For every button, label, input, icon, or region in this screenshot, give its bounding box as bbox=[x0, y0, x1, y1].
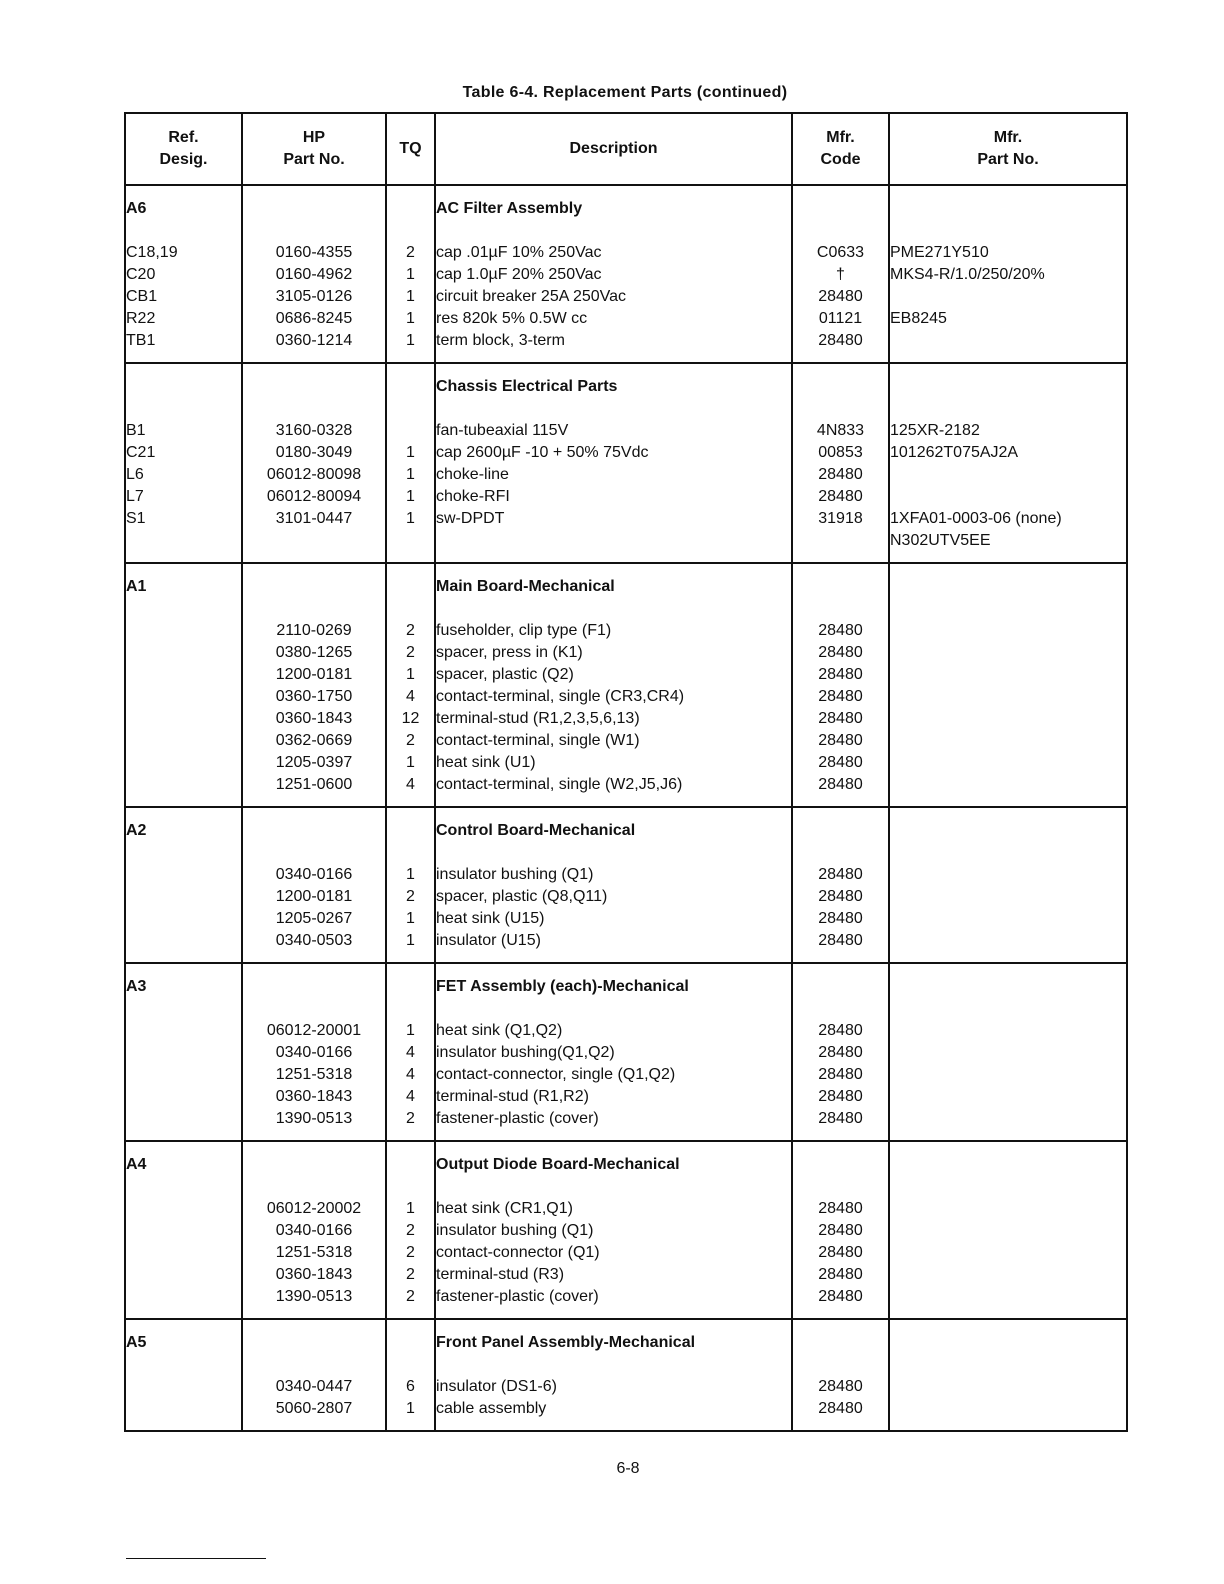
section-title: Main Board-Mechanical bbox=[436, 578, 615, 595]
description-value: circuit breaker 25A 250Vac bbox=[436, 288, 627, 305]
hp-part-no-value: 1251-5318 bbox=[275, 1244, 353, 1261]
description-value: terminal-stud (R1,R2) bbox=[436, 1088, 589, 1105]
description-cell bbox=[435, 185, 792, 363]
mfr-code-value: 28480 bbox=[818, 622, 863, 639]
description-value: spacer, press in (K1) bbox=[436, 644, 583, 661]
mfr-part-no-value: PME271Y510 bbox=[890, 244, 989, 261]
hp-part-no-value: 06012-80094 bbox=[266, 488, 362, 505]
mfr-part-no-value: 125XR-2182 bbox=[890, 422, 980, 439]
table-row bbox=[125, 185, 1127, 363]
mfr-part-no-cell bbox=[889, 363, 1127, 563]
page-number: 6-8 bbox=[616, 1460, 640, 1477]
ref-desig-value bbox=[126, 1020, 241, 1042]
mfr-part-no-value bbox=[890, 1042, 1126, 1064]
mfr-part-no-value: EB8245 bbox=[890, 310, 947, 327]
description-value: choke-RFI bbox=[436, 488, 510, 505]
description-value: fastener-plastic (cover) bbox=[436, 1110, 599, 1127]
section-title: Front Panel Assembly-Mechanical bbox=[436, 1334, 696, 1351]
hp-part-no-cell bbox=[242, 185, 386, 363]
tq-cell bbox=[386, 1319, 435, 1431]
mfr-part-no-value bbox=[890, 1086, 1126, 1108]
mfr-part-no-value bbox=[890, 1264, 1126, 1286]
mfr-part-no-value bbox=[890, 1376, 1126, 1398]
description-value: res 820k 5% 0.5W cc bbox=[436, 310, 588, 327]
table-section bbox=[125, 1141, 1127, 1319]
tq-value: 1 bbox=[406, 754, 415, 771]
tq-value: 2 bbox=[406, 1266, 415, 1283]
mfr-code-value: 28480 bbox=[818, 332, 863, 349]
tq-value: 2 bbox=[406, 1110, 415, 1127]
tq-value: 1 bbox=[406, 1400, 415, 1417]
tq-value: 1 bbox=[406, 266, 415, 283]
hp-part-no-value: 1205-0267 bbox=[275, 910, 353, 927]
description-value: cap 1.0µF 20% 250Vac bbox=[436, 266, 602, 283]
mfr-part-no-value bbox=[890, 730, 1126, 752]
description-cell bbox=[435, 563, 792, 807]
mfr-code-value: 28480 bbox=[818, 776, 863, 793]
header-row bbox=[125, 113, 1127, 185]
mfr-code-value: 28480 bbox=[818, 1244, 863, 1261]
tq-value: 1 bbox=[406, 910, 415, 927]
description-value: contact-terminal, single (W2,J5,J6) bbox=[436, 776, 683, 793]
table-section bbox=[125, 1319, 1127, 1431]
description-value: contact-terminal, single (W1) bbox=[436, 732, 640, 749]
ref-desig-value bbox=[126, 930, 241, 952]
mfr-part-no-value bbox=[890, 1064, 1126, 1086]
ref-desig-cell bbox=[125, 185, 242, 363]
mfr-code-value: 28480 bbox=[818, 1222, 863, 1239]
hp-part-no-cell bbox=[242, 363, 386, 563]
tq-value: 1 bbox=[406, 932, 415, 949]
mfr-code-value: C0633 bbox=[816, 244, 865, 261]
tq-value: 2 bbox=[406, 888, 415, 905]
tq-cell bbox=[386, 807, 435, 963]
section-ref: A4 bbox=[126, 1156, 147, 1173]
description-value: spacer, plastic (Q2) bbox=[436, 666, 574, 683]
tq-value: 1 bbox=[406, 332, 415, 349]
hp-part-no-value: 3101-0447 bbox=[275, 510, 353, 527]
tq-value: 2 bbox=[406, 1288, 415, 1305]
ref-desig-cell bbox=[125, 1141, 242, 1319]
tq-value: 2 bbox=[406, 244, 415, 261]
hp-part-no-cell bbox=[242, 807, 386, 963]
description-value: contact-connector, single (Q1,Q2) bbox=[436, 1066, 676, 1083]
table-title: Table 6-4. Replacement Parts (continued) bbox=[462, 84, 788, 101]
mfr-code-cell bbox=[792, 963, 889, 1141]
mfr-part-no-value bbox=[890, 908, 1126, 930]
mfr-code-value: 28480 bbox=[818, 710, 863, 727]
table-row bbox=[125, 963, 1127, 1141]
mfr-code-value: 31918 bbox=[818, 510, 863, 527]
hp-part-no-value: 1205-0397 bbox=[275, 754, 353, 771]
section-ref: A6 bbox=[126, 200, 147, 217]
tq-value bbox=[387, 530, 434, 552]
mfr-code-value: 28480 bbox=[818, 1378, 863, 1395]
mfr-code-value: 28480 bbox=[818, 1200, 863, 1217]
table-row bbox=[125, 563, 1127, 807]
description-value: heat sink (U15) bbox=[436, 910, 545, 927]
ref-desig-value bbox=[126, 730, 241, 752]
tq-value: 2 bbox=[406, 644, 415, 661]
hp-part-no-value: 0340-0166 bbox=[275, 1222, 353, 1239]
ref-desig-value: R22 bbox=[126, 310, 156, 327]
ref-desig-value bbox=[126, 1286, 241, 1308]
section-ref: A5 bbox=[126, 1334, 147, 1351]
ref-desig-value bbox=[126, 1086, 241, 1108]
ref-desig-value bbox=[126, 1264, 241, 1286]
ref-desig-cell bbox=[125, 963, 242, 1141]
description-value: choke-line bbox=[436, 466, 509, 483]
hp-part-no-value: 1251-0600 bbox=[275, 776, 353, 793]
mfr-code-value: † bbox=[836, 266, 845, 283]
description-cell bbox=[435, 1141, 792, 1319]
ref-desig-value: B1 bbox=[126, 422, 146, 439]
mfr-code-value: 28480 bbox=[818, 1088, 863, 1105]
tq-value: 1 bbox=[406, 1022, 415, 1039]
mfr-part-no-cell bbox=[889, 1141, 1127, 1319]
ref-desig-value bbox=[126, 1108, 241, 1130]
description-value: insulator (DS1-6) bbox=[436, 1378, 557, 1395]
mfr-code-value: 28480 bbox=[818, 1288, 863, 1305]
hp-part-no-value: 06012-20002 bbox=[266, 1200, 362, 1217]
mfr-code-value: 28480 bbox=[818, 644, 863, 661]
mfr-code-cell bbox=[792, 185, 889, 363]
ref-desig-value bbox=[126, 664, 241, 686]
mfr-part-no-value bbox=[890, 864, 1126, 886]
table-section bbox=[125, 363, 1127, 563]
mfr-code-value: 28480 bbox=[818, 288, 863, 305]
tq-value: 1 bbox=[406, 510, 415, 527]
ref-desig-value: TB1 bbox=[126, 332, 156, 349]
mfr-code-value: 28480 bbox=[818, 910, 863, 927]
mfr-code-value: 28480 bbox=[818, 688, 863, 705]
mfr-part-no-value bbox=[890, 930, 1126, 952]
tq-value: 4 bbox=[406, 688, 415, 705]
header-hp-part-no: HP Part No. bbox=[242, 113, 386, 185]
ref-desig-value bbox=[126, 642, 241, 664]
description-value: heat sink (U1) bbox=[436, 754, 536, 771]
mfr-part-no-value bbox=[890, 664, 1126, 686]
hp-part-no-cell bbox=[242, 963, 386, 1141]
hp-part-no-value: 3160-0328 bbox=[275, 422, 353, 439]
table-section bbox=[125, 807, 1127, 963]
ref-desig-value bbox=[126, 774, 241, 796]
hp-part-no-value: 1390-0513 bbox=[275, 1110, 353, 1127]
section-title: Chassis Electrical Parts bbox=[436, 378, 618, 395]
section-title: AC Filter Assembly bbox=[436, 200, 583, 217]
hp-part-no-value: 1200-0181 bbox=[275, 888, 353, 905]
hp-part-no-value: 0160-4962 bbox=[275, 266, 353, 283]
description-value: contact-terminal, single (CR3,CR4) bbox=[436, 688, 685, 705]
mfr-code-value: 28480 bbox=[818, 866, 863, 883]
description-cell bbox=[435, 1319, 792, 1431]
mfr-part-no-value bbox=[890, 1286, 1126, 1308]
ref-desig-value bbox=[126, 530, 241, 552]
mfr-code-cell bbox=[792, 1141, 889, 1319]
mfr-code-value: 28480 bbox=[818, 466, 863, 483]
ref-desig-value: C21 bbox=[126, 444, 156, 461]
hp-part-no-value: 0360-1214 bbox=[275, 332, 353, 349]
description-cell bbox=[435, 963, 792, 1141]
description-value: fan-tubeaxial 115V bbox=[436, 422, 569, 439]
section-ref: A3 bbox=[126, 978, 147, 995]
footnote-rule bbox=[126, 1558, 266, 1559]
tq-value: 2 bbox=[406, 1222, 415, 1239]
ref-desig-value bbox=[126, 1220, 241, 1242]
hp-part-no-value: 06012-80098 bbox=[266, 466, 362, 483]
mfr-part-no-value bbox=[890, 752, 1126, 774]
table-row bbox=[125, 363, 1127, 563]
hp-part-no-value: 1390-0513 bbox=[275, 1288, 353, 1305]
mfr-code-value: 28480 bbox=[818, 488, 863, 505]
description-value: terminal-stud (R1,2,3,5,6,13) bbox=[436, 710, 640, 727]
description-value: insulator bushing(Q1,Q2) bbox=[436, 1044, 615, 1061]
mfr-code-value: 28480 bbox=[818, 754, 863, 771]
ref-desig-value: L6 bbox=[126, 466, 144, 483]
description-value: heat sink (Q1,Q2) bbox=[436, 1022, 563, 1039]
ref-desig-value: S1 bbox=[126, 510, 146, 527]
mfr-part-no-value bbox=[890, 330, 1126, 352]
description-value: insulator bushing (Q1) bbox=[436, 866, 594, 883]
description-value: sw-DPDT bbox=[436, 510, 505, 527]
ref-desig-value bbox=[126, 1198, 241, 1220]
ref-desig-cell bbox=[125, 563, 242, 807]
mfr-part-no-value bbox=[890, 1198, 1126, 1220]
mfr-part-no-value bbox=[890, 708, 1126, 730]
tq-value: 4 bbox=[406, 776, 415, 793]
mfr-code-cell bbox=[792, 563, 889, 807]
ref-desig-value bbox=[126, 708, 241, 730]
hp-part-no-cell bbox=[242, 563, 386, 807]
description-cell bbox=[435, 807, 792, 963]
ref-desig-value bbox=[126, 886, 241, 908]
mfr-code-value: 28480 bbox=[818, 666, 863, 683]
mfr-part-no-value bbox=[890, 886, 1126, 908]
ref-desig-value bbox=[126, 1242, 241, 1264]
mfr-code-value: 4N833 bbox=[816, 422, 865, 439]
ref-desig-value: C18,19 bbox=[126, 244, 178, 261]
mfr-part-no-cell bbox=[889, 563, 1127, 807]
mfr-part-no-cell bbox=[889, 963, 1127, 1141]
hp-part-no-value: 0362-0669 bbox=[275, 732, 353, 749]
table-row bbox=[125, 807, 1127, 963]
hp-part-no-value: 0340-0166 bbox=[275, 1044, 353, 1061]
hp-part-no-cell bbox=[242, 1319, 386, 1431]
ref-desig-value bbox=[126, 752, 241, 774]
tq-value: 4 bbox=[406, 1088, 415, 1105]
mfr-part-no-value bbox=[890, 1398, 1126, 1420]
ref-desig-value bbox=[126, 864, 241, 886]
header-description: Description bbox=[435, 113, 792, 185]
header-mfr-code: Mfr. Code bbox=[792, 113, 889, 185]
tq-value bbox=[387, 420, 434, 442]
mfr-code-value: 28480 bbox=[818, 888, 863, 905]
ref-desig-value bbox=[126, 908, 241, 930]
description-value: fuseholder, clip type (F1) bbox=[436, 622, 612, 639]
table-section bbox=[125, 185, 1127, 363]
hp-part-no-value: 0360-1843 bbox=[275, 710, 353, 727]
ref-desig-value bbox=[126, 1398, 241, 1420]
description-value: insulator (U15) bbox=[436, 932, 541, 949]
mfr-code-value: 28480 bbox=[818, 1022, 863, 1039]
mfr-part-no-value bbox=[890, 642, 1126, 664]
tq-value: 1 bbox=[406, 444, 415, 461]
description-value bbox=[436, 530, 791, 552]
section-ref: A1 bbox=[126, 578, 147, 595]
header-ref-desig: Ref. Desig. bbox=[125, 113, 242, 185]
ref-desig-value bbox=[126, 620, 241, 642]
tq-value: 4 bbox=[406, 1066, 415, 1083]
mfr-part-no-value bbox=[890, 1220, 1126, 1242]
ref-desig-cell bbox=[125, 807, 242, 963]
mfr-code-cell bbox=[792, 363, 889, 563]
ref-desig-value: C20 bbox=[126, 266, 156, 283]
mfr-part-no-value: MKS4-R/1.0/250/20% bbox=[890, 266, 1045, 283]
description-cell bbox=[435, 363, 792, 563]
hp-part-no-value: 2110-0269 bbox=[276, 622, 352, 639]
description-value: term block, 3-term bbox=[436, 332, 565, 349]
ref-desig-value bbox=[126, 1042, 241, 1064]
hp-part-no-value: 0360-1750 bbox=[275, 688, 353, 705]
description-value: cap 2600µF -10 + 50% 75Vdc bbox=[436, 444, 649, 461]
description-value: contact-connector (Q1) bbox=[436, 1244, 600, 1261]
hp-part-no-value bbox=[243, 530, 385, 552]
description-value: heat sink (CR1,Q1) bbox=[436, 1200, 573, 1217]
mfr-part-no-cell bbox=[889, 1319, 1127, 1431]
hp-part-no-value: 06012-20001 bbox=[266, 1022, 362, 1039]
description-value: fastener-plastic (cover) bbox=[436, 1288, 599, 1305]
section-title: Output Diode Board-Mechanical bbox=[436, 1156, 680, 1173]
mfr-part-no-value bbox=[890, 1242, 1126, 1264]
mfr-code-cell bbox=[792, 807, 889, 963]
ref-desig-cell bbox=[125, 1319, 242, 1431]
ref-desig-value: CB1 bbox=[126, 288, 158, 305]
hp-part-no-value: 0160-4355 bbox=[275, 244, 353, 261]
hp-part-no-cell bbox=[242, 1141, 386, 1319]
mfr-code-value: 28480 bbox=[818, 1110, 863, 1127]
mfr-part-no-cell bbox=[889, 807, 1127, 963]
mfr-part-no-value: N302UTV5EE bbox=[890, 532, 991, 549]
tq-value: 1 bbox=[406, 288, 415, 305]
section-title: FET Assembly (each)-Mechanical bbox=[436, 978, 689, 995]
mfr-part-no-value bbox=[890, 774, 1126, 796]
mfr-part-no-value bbox=[890, 1020, 1126, 1042]
mfr-code-cell bbox=[792, 1319, 889, 1431]
header-mfr-part-no: Mfr. Part No. bbox=[889, 113, 1127, 185]
tq-cell bbox=[386, 1141, 435, 1319]
hp-part-no-value: 3105-0126 bbox=[275, 288, 353, 305]
hp-part-no-value: 0360-1843 bbox=[275, 1088, 353, 1105]
description-value: insulator bushing (Q1) bbox=[436, 1222, 594, 1239]
table-row bbox=[125, 1319, 1127, 1431]
replacement-parts-table bbox=[124, 112, 1128, 1432]
mfr-code-value: 28480 bbox=[818, 1400, 863, 1417]
tq-value: 1 bbox=[406, 310, 415, 327]
hp-part-no-value: 5060-2807 bbox=[275, 1400, 353, 1417]
hp-part-no-value: 1251-5318 bbox=[275, 1066, 353, 1083]
description-value: spacer, plastic (Q8,Q11) bbox=[436, 888, 608, 905]
tq-value: 1 bbox=[406, 1200, 415, 1217]
ref-desig-value bbox=[126, 1376, 241, 1398]
tq-value: 1 bbox=[406, 866, 415, 883]
tq-value: 4 bbox=[406, 1044, 415, 1061]
hp-part-no-value: 0180-3049 bbox=[275, 444, 353, 461]
hp-part-no-value: 1200-0181 bbox=[275, 666, 353, 683]
tq-cell bbox=[386, 563, 435, 807]
ref-desig-cell bbox=[125, 363, 242, 563]
table-section bbox=[125, 563, 1127, 807]
mfr-part-no-value bbox=[890, 1108, 1126, 1130]
mfr-part-no-cell bbox=[889, 185, 1127, 363]
mfr-part-no-value bbox=[890, 286, 1126, 308]
mfr-part-no-value bbox=[890, 464, 1126, 486]
hp-part-no-value: 0360-1843 bbox=[275, 1266, 353, 1283]
hp-part-no-value: 0380-1265 bbox=[275, 644, 353, 661]
tq-value: 1 bbox=[406, 466, 415, 483]
mfr-code-value: 28480 bbox=[818, 932, 863, 949]
description-value: cable assembly bbox=[436, 1400, 547, 1417]
tq-value: 1 bbox=[406, 488, 415, 505]
tq-value: 1 bbox=[406, 666, 415, 683]
mfr-code-value: 28480 bbox=[818, 1066, 863, 1083]
hp-part-no-value: 0686-8245 bbox=[275, 310, 353, 327]
section-ref: A2 bbox=[126, 822, 147, 839]
mfr-part-no-value: 1XFA01-0003-06 (none) bbox=[890, 510, 1062, 527]
tq-cell bbox=[386, 185, 435, 363]
tq-value: 6 bbox=[406, 1378, 415, 1395]
tq-cell bbox=[386, 963, 435, 1141]
tq-cell bbox=[386, 363, 435, 563]
mfr-code-value: 28480 bbox=[818, 732, 863, 749]
tq-value: 2 bbox=[406, 1244, 415, 1261]
section-ref bbox=[126, 376, 241, 398]
table-section bbox=[125, 963, 1127, 1141]
tq-value: 12 bbox=[401, 710, 420, 727]
section-title: Control Board-Mechanical bbox=[436, 822, 636, 839]
mfr-code-value bbox=[793, 530, 888, 552]
ref-desig-value bbox=[126, 1064, 241, 1086]
table-row bbox=[125, 1141, 1127, 1319]
mfr-code-value: 28480 bbox=[818, 1266, 863, 1283]
ref-desig-value bbox=[126, 686, 241, 708]
hp-part-no-value: 0340-0166 bbox=[275, 866, 353, 883]
ref-desig-value: L7 bbox=[126, 488, 144, 505]
hp-part-no-value: 0340-0447 bbox=[275, 1378, 353, 1395]
header-tq: TQ bbox=[386, 113, 435, 185]
description-value: terminal-stud (R3) bbox=[436, 1266, 565, 1283]
mfr-code-value: 00853 bbox=[818, 444, 863, 461]
tq-value: 2 bbox=[406, 732, 415, 749]
mfr-code-value: 28480 bbox=[818, 1044, 863, 1061]
hp-part-no-value: 0340-0503 bbox=[275, 932, 353, 949]
mfr-part-no-value: 101262T075AJ2A bbox=[890, 444, 1019, 461]
mfr-part-no-value bbox=[890, 620, 1126, 642]
mfr-part-no-value bbox=[890, 486, 1126, 508]
description-value: cap .01µF 10% 250Vac bbox=[436, 244, 602, 261]
tq-value: 2 bbox=[406, 622, 415, 639]
mfr-part-no-value bbox=[890, 686, 1126, 708]
mfr-code-value: 01121 bbox=[818, 310, 863, 327]
